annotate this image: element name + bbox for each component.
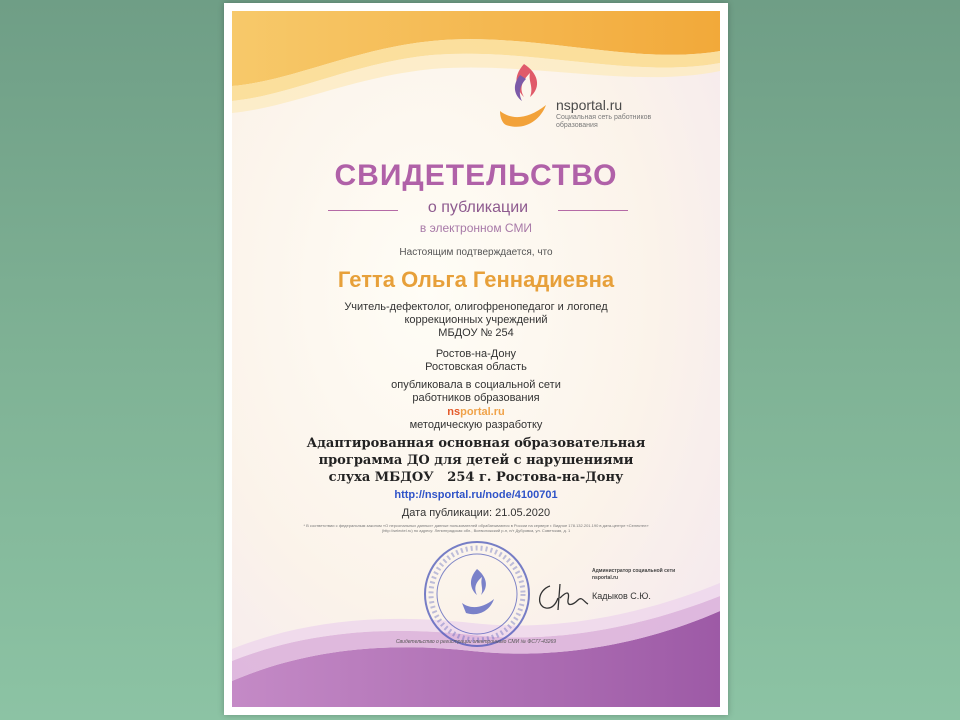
subtitle-row — [328, 199, 628, 219]
signature — [532, 576, 592, 616]
position-line: коррекционных учреждений — [404, 314, 548, 326]
fine-print: * В соответствии с федеральным законом «О персональных данных» данные пользователей обрабатываются в России на сервере г. Видное 178.132.201.190 в дата-центре «Селектел» (http://selectel.ru) по адресу: Ленинградская обл., Всеволожский р-н, п/т Дубровка, ул. Советская, д. 1 — [303, 523, 649, 533]
published-line: опубликовала в социальной сети — [391, 379, 561, 391]
location-block — [232, 348, 720, 374]
registration-note: Свидетельство о регистрации электронного СМИ № ФС77-43269 — [395, 639, 557, 645]
published-line: работников образования — [412, 392, 540, 404]
flame-hand-icon — [494, 59, 554, 139]
person-name: Гетта Ольга Геннадиевна — [337, 267, 615, 292]
logo-name: nsportal.ru — [556, 97, 623, 113]
position-line: МБДОУ № 254 — [438, 327, 514, 339]
work-title-line: программа ДО для детей с нарушениями — [318, 453, 634, 468]
confirm-text: Настоящим подтверждается, что — [399, 247, 553, 258]
publication-date: Дата публикации: 21.05.2020 — [401, 507, 551, 519]
work-title — [272, 435, 680, 486]
brand-rest: portal.ru — [460, 406, 505, 418]
seal-stamp — [422, 539, 532, 649]
brand-word — [232, 406, 720, 418]
work-type: методическую разработку — [409, 419, 543, 431]
work-link[interactable]: http://nsportal.ru/node/4100701 — [394, 489, 558, 501]
location-city: Ростов-на-Дону — [435, 348, 517, 360]
admin-name: Кадыков С.Ю. — [592, 591, 651, 601]
work-title-line: слуха МБДОУ 254 г. Ростова-на-Дону — [328, 470, 624, 485]
nsportal-logo — [494, 59, 684, 139]
certificate-frame — [224, 3, 728, 715]
position-block — [232, 301, 720, 340]
subtitle-right-line — [558, 210, 628, 211]
admin-title: Администратор социальной сети nsportal.ru — [592, 568, 676, 581]
certificate-title: СВИДЕТЕЛЬСТВО — [334, 159, 618, 192]
certificate-subtitle: о публикации — [427, 199, 529, 216]
work-title-line: Адаптированная основная образовательная — [306, 436, 646, 451]
certificate-subtitle-media: в электронном СМИ — [419, 221, 533, 235]
published-block — [232, 379, 720, 405]
position-line: Учитель-дефектолог, олигофренопедагог и логопед — [344, 301, 608, 313]
logo-subtitle: Социальная сеть работников образования — [556, 114, 652, 129]
brand-ns: ns — [447, 406, 461, 418]
location-region: Ростовская область — [425, 361, 527, 373]
certificate — [232, 11, 720, 707]
